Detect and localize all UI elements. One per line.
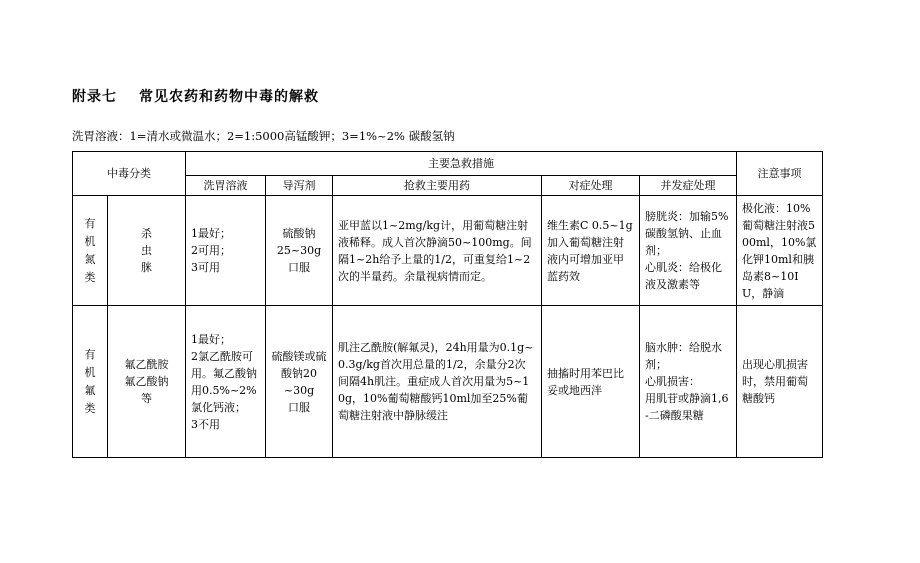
header-main-measures: 主要急救措施 <box>186 152 737 176</box>
lavage-cell: 1最好； 2氯乙酰胺可用。氟乙酸钠用0.5%~2%氯化钙液； 3不用 <box>186 306 266 458</box>
symptomatic-cell: 维生素C 0.5~1g加入葡萄糖注射液内可增加亚甲蓝药效 <box>542 196 640 306</box>
header-antidote: 抢救主要用药 <box>333 176 542 196</box>
notes-cell: 极化液：10%葡萄糖注射液500ml，10%氯化钾10ml和胰岛素8~10IU，静滴 <box>737 196 823 306</box>
poison-group: 有 机 氟 类 <box>73 306 108 458</box>
complication-cell: 膀胱炎：加输5%碳酸氢钠、止血剂； 心肌炎：给极化液及激素等 <box>640 196 737 306</box>
cathartic-cell: 硫酸镁或硫酸钠20 ~30g 口服 <box>266 306 333 458</box>
appendix-title: 常见农药和药物中毒的解救 <box>139 89 319 105</box>
poison-group: 有 机 氮 类 <box>73 196 108 306</box>
complication-cell: 脑水肿：给脱水剂； 心肌损害： 用肌苷或静滴1,6-二磷酸果糖 <box>640 306 737 458</box>
header-symptomatic: 对症处理 <box>542 176 640 196</box>
lavage-cell: 1最好； 2可用； 3可用 <box>186 196 266 306</box>
poison-agent: 杀 虫 脒 <box>108 196 186 306</box>
table-row <box>73 196 823 306</box>
header-category: 中毒分类 <box>73 152 186 196</box>
notes-cell: 出现心肌损害时，禁用葡萄糖酸钙 <box>737 306 823 458</box>
poisoning-treatment-table <box>72 151 823 458</box>
appendix-label: 附录七 <box>72 89 117 105</box>
header-notes: 注意事项 <box>737 152 823 196</box>
symptomatic-cell: 抽搐时用苯巴比妥或地西泮 <box>542 306 640 458</box>
header-cathartic: 导泻剂 <box>266 176 333 196</box>
lavage-solution-note: 洗胃溶液：1=清水或微温水；2=1:5000高锰酸钾；3=1%~2% 碳酸氢钠 <box>72 129 455 143</box>
antidote-cell: 肌注乙酰胺(解氟灵)，24h用量为0.1g~0.3g/kg首次用总量的1/2，余量分2次间隔4h肌注。重症成人首次用量为5~10g，10%葡萄糖酸钙10ml加至25%葡萄糖注射液中静脉缓注 <box>333 306 542 458</box>
poison-agent: 氟乙酰胺 氟乙酸钠 等 <box>108 306 186 458</box>
header-complication: 并发症处理 <box>640 176 737 196</box>
cathartic-cell: 硫酸钠 25~30g 口服 <box>266 196 333 306</box>
table-row <box>73 306 823 458</box>
header-gastric-lavage: 洗胃溶液 <box>186 176 266 196</box>
appendix-heading <box>72 86 319 106</box>
header-row-2 <box>73 176 823 196</box>
header-row-1 <box>73 152 823 176</box>
antidote-cell: 亚甲蓝以1~2mg/kg计，用葡萄糖注射液稀释。成人首次静滴50~100mg。间隔1~2h给予上量的1/2，可重复给1~2次的半量药。余量视病情而定。 <box>333 196 542 306</box>
